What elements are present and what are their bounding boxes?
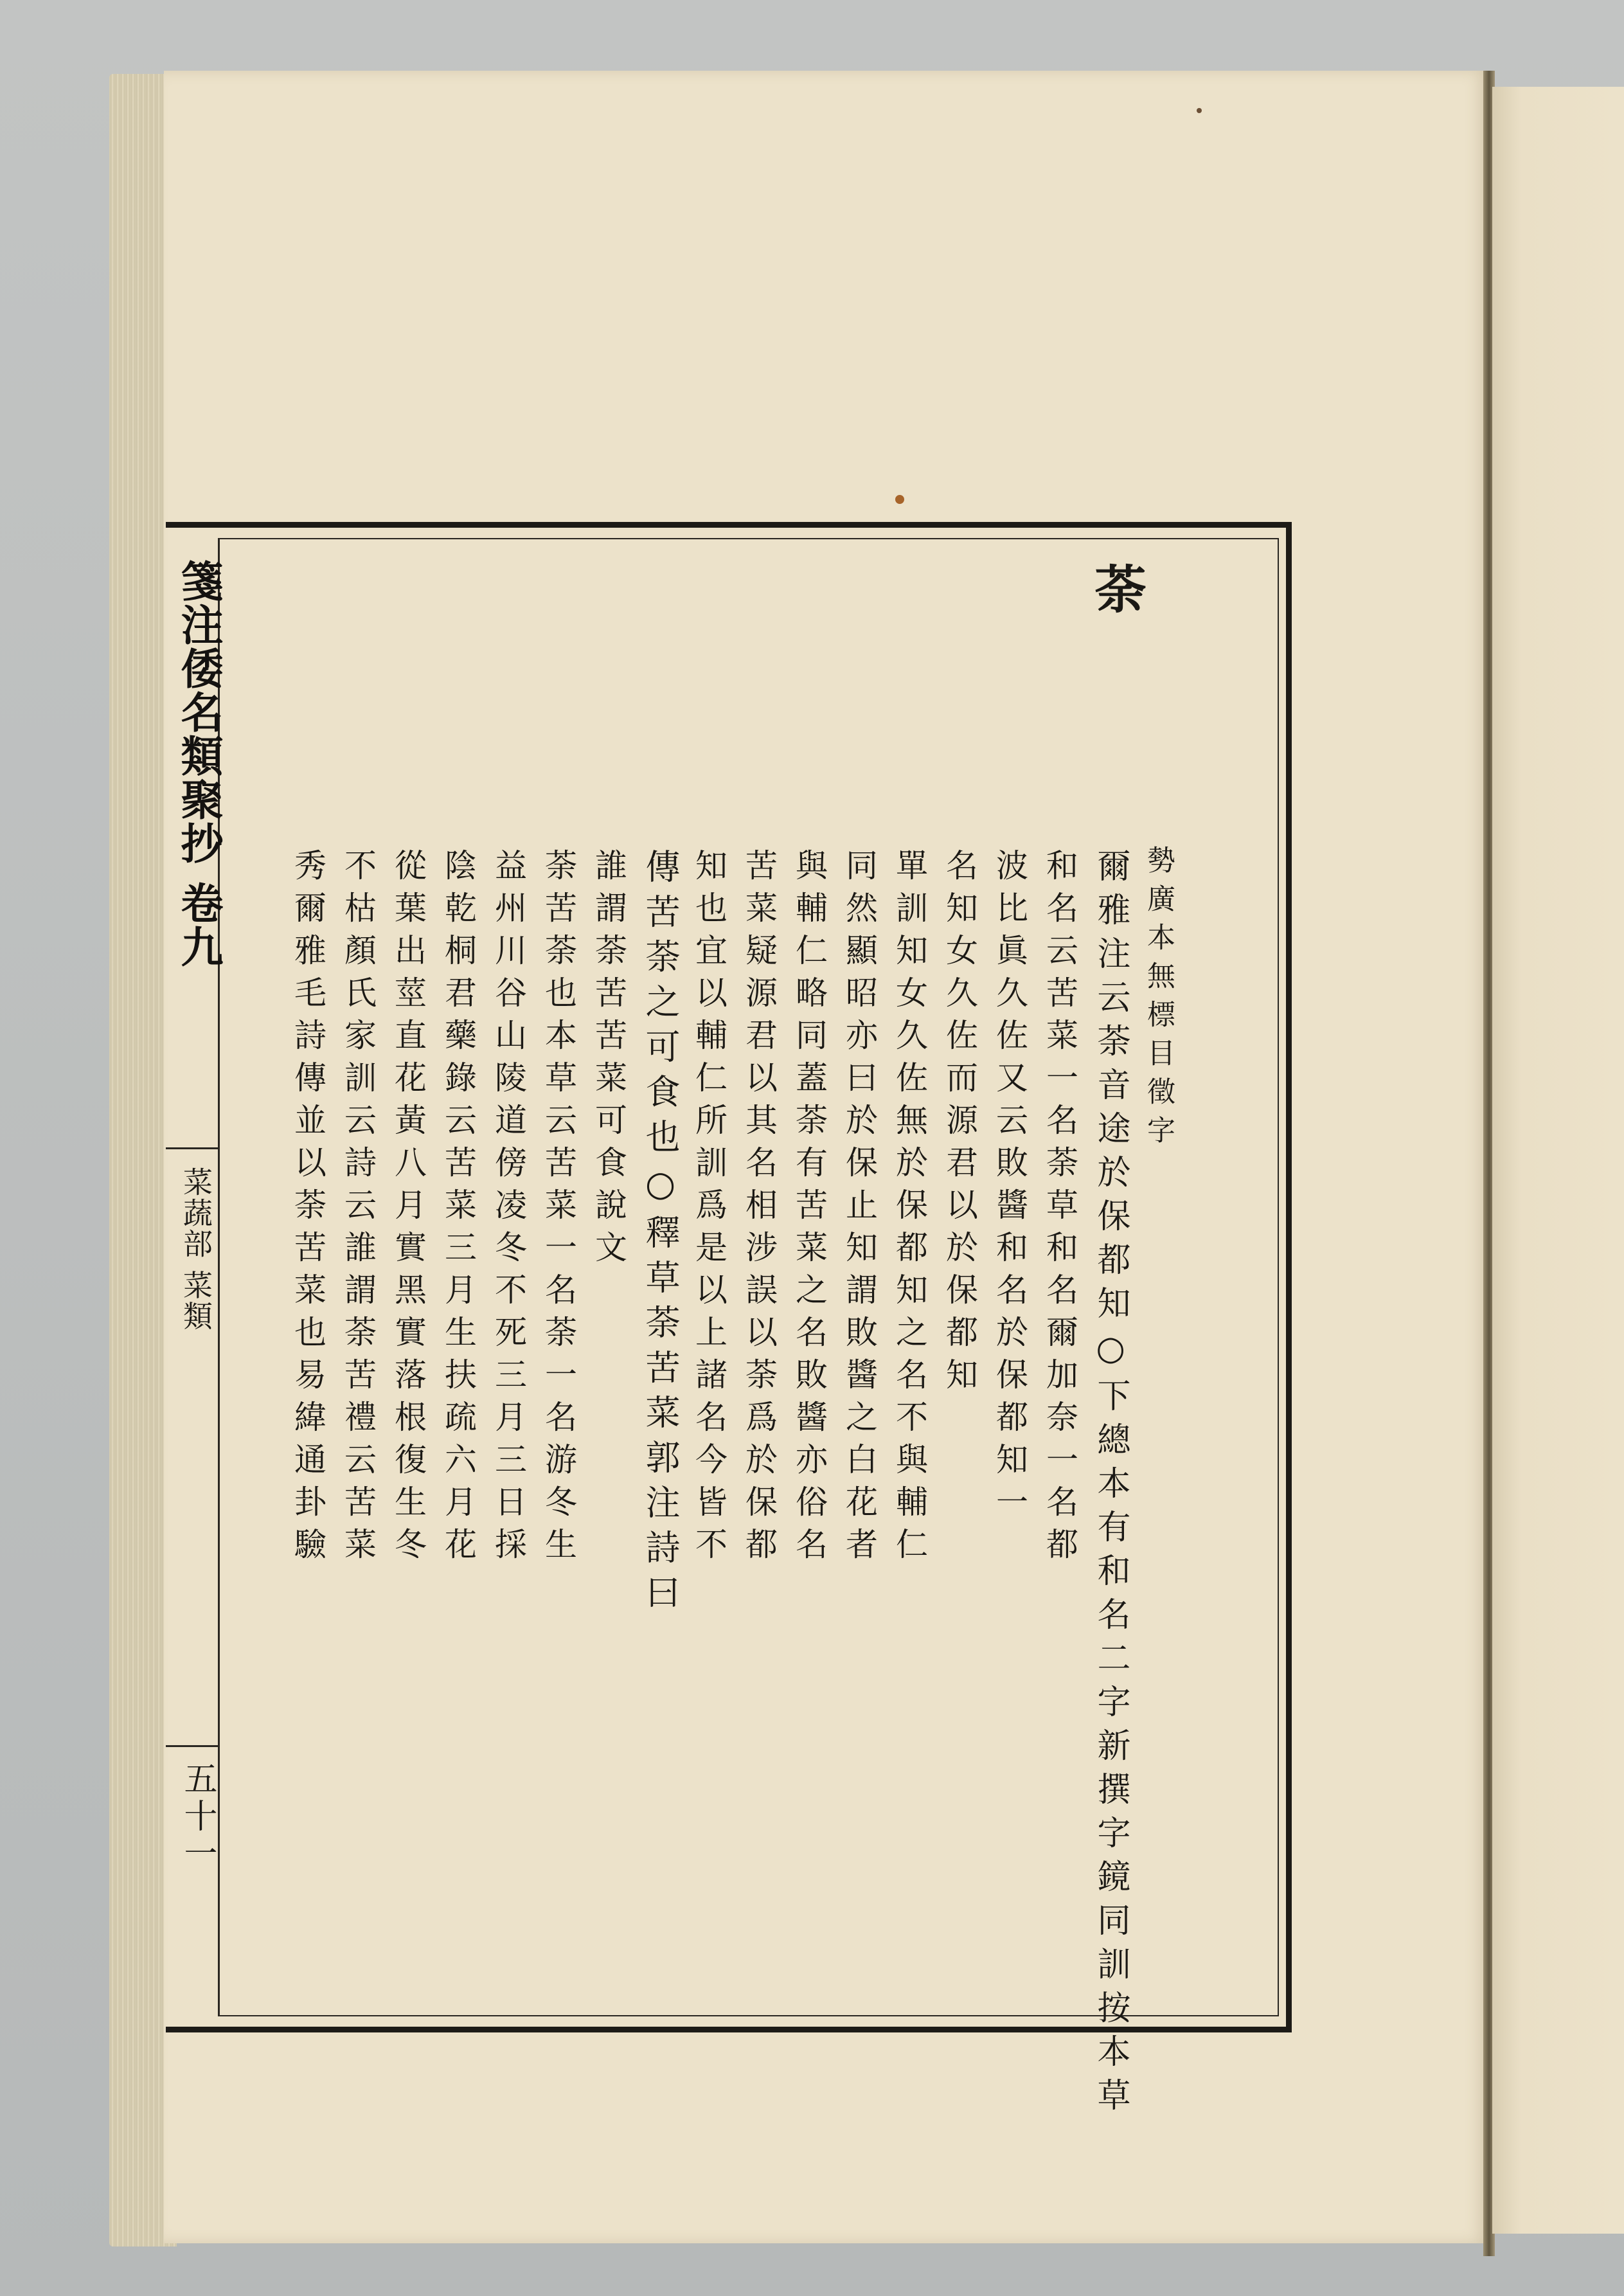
text-column: 秀爾雅毛詩傳並以荼苦菜也易緯通卦驗 [289, 848, 326, 1570]
text-column: 益州川谷山陵道傍凌冬不死三月三日採 [490, 848, 527, 1570]
text-column: 爾雅注云荼音途於保都知○下總本有和名二字新撰字鏡同訓按本草 [1091, 848, 1130, 2121]
folio-number: 五十一 [178, 1761, 217, 1873]
text-column: 波比眞久佐又云敗醬和名於保都知一 [991, 848, 1028, 1527]
hashira-rule-lower [166, 1745, 220, 1747]
text-column: 知也宜以輔仁所訓爲是以上諸名今皆不 [690, 848, 727, 1570]
text-column: 勢廣本無標目徵字 [1142, 845, 1175, 1154]
text-column: 陰乾桐君藥錄云苦菜三月生扶疏六月花 [440, 848, 477, 1570]
text-column: 同然顯昭亦曰於保止知謂敗醬之白花者 [841, 848, 878, 1570]
text-column: 單訓知女久佐無於保都知之名不與輔仁 [891, 848, 928, 1570]
paper-speck [1197, 108, 1202, 113]
hashira-rule-upper [166, 1147, 220, 1149]
text-column: 不枯顏氏家訓云詩云誰謂荼苦禮云苦菜 [339, 848, 377, 1570]
section-label: 菜蔬部 菜類 [179, 1167, 213, 1332]
paper-stain [895, 495, 904, 504]
running-title: 箋注倭名類聚抄 卷九 [174, 559, 224, 969]
text-column: 荼苦荼也本草云苦菜一名荼一名游冬生 [540, 848, 577, 1570]
entry-heading: 荼 [1086, 562, 1147, 616]
text-column: 苦菜疑源君以其名相涉誤以荼爲於保都 [740, 848, 778, 1570]
text-column: 名知女久佐而源君以於保都知 [941, 848, 978, 1400]
text-column: 誰謂荼苦苦菜可食說文 [590, 848, 627, 1273]
text-column: 與輔仁略同蓋荼有苦菜之名敗醬亦俗名 [790, 848, 828, 1570]
text-column: 傳苦荼之可食也○釋草荼苦菜郭注詩曰 [640, 848, 681, 1619]
text-column: 從葉出莖直花黃八月實黑實落根復生冬 [389, 848, 427, 1570]
text-column: 和名云苦菜一名荼草和名爾加奈一名都 [1041, 848, 1078, 1570]
next-page-edge [1492, 87, 1624, 2234]
